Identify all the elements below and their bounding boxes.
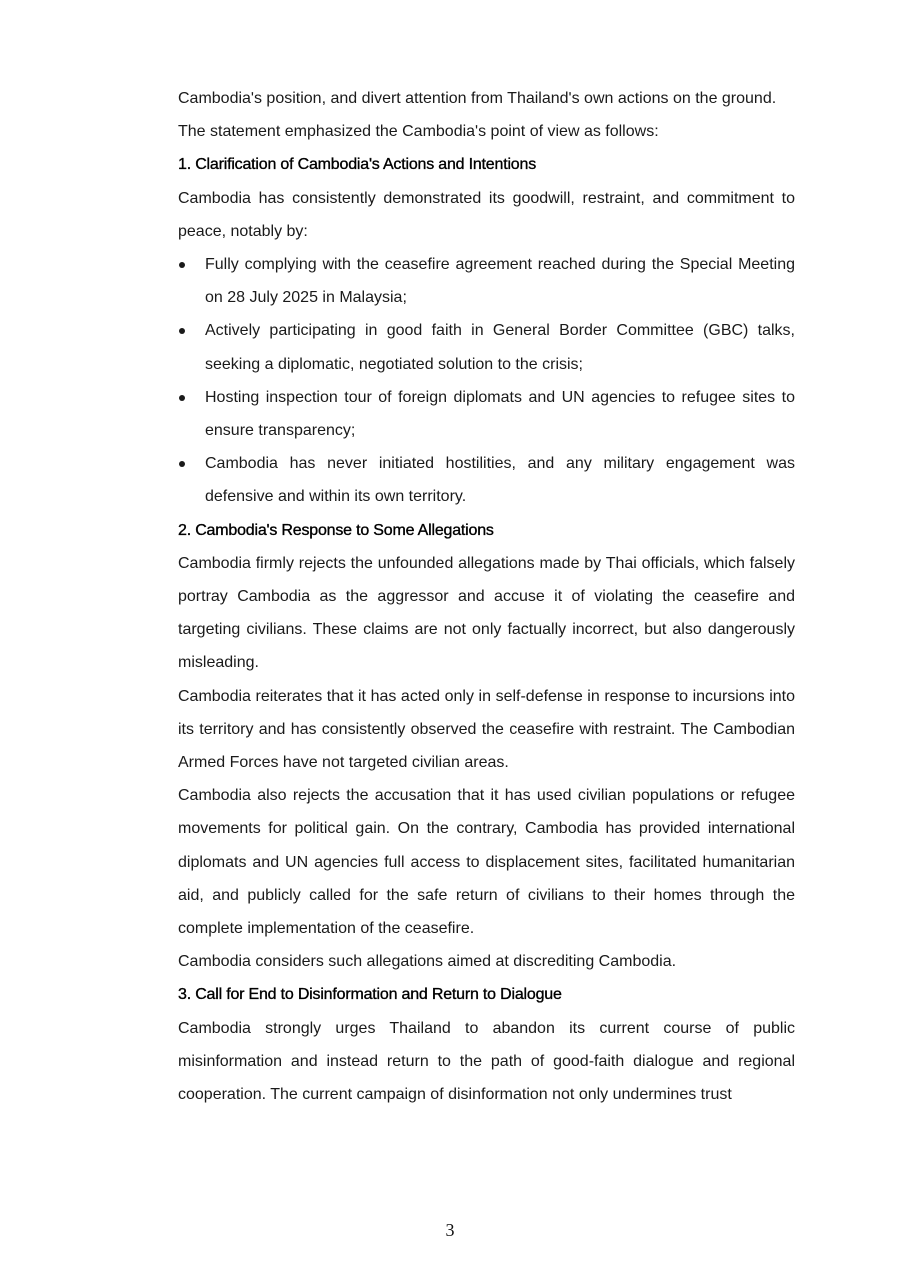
bullet-icon — [179, 262, 185, 268]
section-1-intro-paragraph: Cambodia has consistently demonstrated its goodwill, restraint, and commitment to peace, notably by: — [178, 189, 795, 240]
page-number: 3 — [445, 1220, 455, 1240]
section-2-paragraph-3: Cambodia also rejects the accusation that it has used civilian populations or refugee movements for political gain. On the contrary, Cambodia has provided international diplomats and UN agencies full access to displacement sites, facilitated humanitarian aid, and publicly called for the safe return of civilians to their homes through the complete implementation of the ceasefire. — [178, 787, 795, 938]
section-2-heading: 2. Cambodiaʹs Response to Some Allegations — [178, 521, 494, 539]
bullet-icon — [179, 328, 185, 334]
list-item-text: Cambodia has never initiated hostilities, and any military engagement was defensive and within its own territory. — [205, 455, 795, 506]
list-item — [178, 447, 795, 513]
list-item — [178, 381, 795, 447]
section-3-heading: 3. Call for End to Disinformation and Return to Dialogue — [178, 986, 562, 1004]
document-body — [178, 82, 795, 1111]
bullet-icon — [179, 461, 185, 467]
section-2-paragraph-2: Cambodia reiterates that it has acted only in self-defense in response to incursions into its territory and has consistently observed the ceasefire with restraint. The Cambodian Armed Forces have not targeted civilian areas. — [178, 687, 795, 772]
section-1-heading: 1. Clarification of Cambodiaʹs Actions and Intentions — [178, 156, 536, 174]
section-1-bullet-list — [178, 248, 795, 514]
list-item — [178, 314, 795, 380]
list-item-text: Actively participating in good faith in General Border Committee (GBC) talks, seeking a diplomatic, negotiated solution to the crisis; — [205, 322, 795, 373]
section-2-paragraph-4: Cambodia considers such allegations aimed at discrediting Cambodia. — [178, 953, 677, 971]
intro-continuation-paragraph: Cambodiaʹs position, and divert attention from Thailandʹs own actions on the ground. — [178, 90, 777, 107]
bullet-icon — [179, 395, 185, 401]
statement-intro-paragraph: The statement emphasized the Cambodiaʹs point of view as follows: — [178, 123, 659, 141]
section-2-paragraph-1: Cambodia firmly rejects the unfounded allegations made by Thai officials, which falsely portray Cambodia as the aggressor and accuse it of violating the ceasefire and targeting civilians. These claims are not only factually incorrect, but also dangerously misleading. — [178, 554, 795, 672]
list-item-text: Hosting inspection tour of foreign diplomats and UN agencies to refugee sites to ensure transparency; — [205, 388, 795, 440]
list-item-text: Fully complying with the ceasefire agreement reached during the Special Meeting on 28 July 2025 in Malaysia; — [205, 256, 795, 307]
list-item — [178, 248, 795, 314]
section-3-paragraph-1: Cambodia strongly urges Thailand to abandon its current course of public misinformation and instead return to the path of good-faith dialogue and regional cooperation. The current campaign of disinformation not only undermines trust — [178, 1019, 795, 1104]
